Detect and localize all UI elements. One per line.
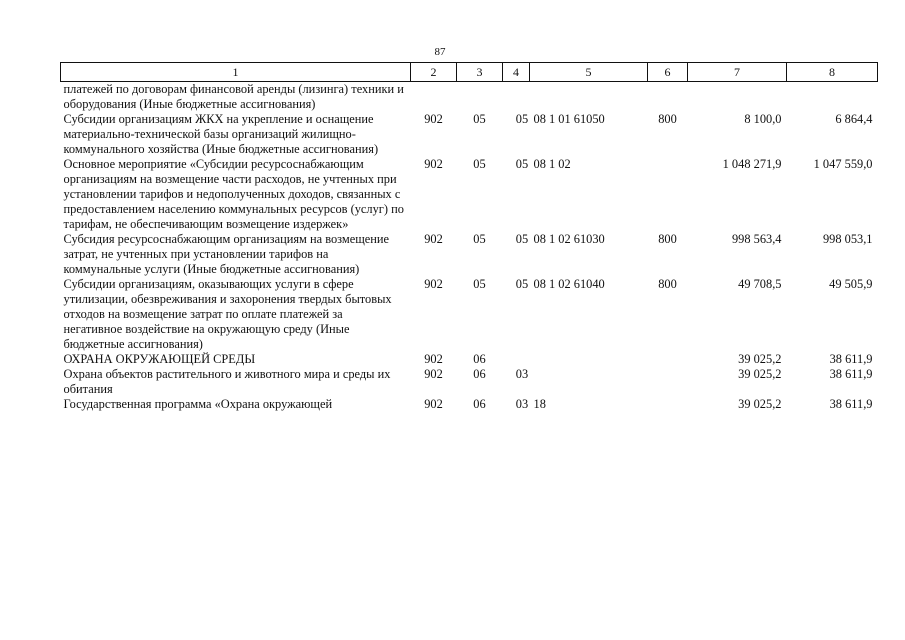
- row-vr: [648, 397, 688, 412]
- row-csr: 08 1 01 61050: [533, 112, 605, 126]
- row-vr: [648, 352, 688, 367]
- row-vr: 800: [658, 112, 677, 126]
- row-pr: 05: [515, 232, 529, 246]
- column-header-6: 6: [648, 63, 688, 82]
- row-ved: 902: [424, 397, 443, 411]
- row-sum1: 49 708,5: [738, 277, 782, 291]
- budget-table: [60, 62, 878, 412]
- column-header-8: 8: [787, 63, 878, 82]
- row-sum2: 998 053,1: [822, 232, 873, 246]
- row-vr: 800: [658, 232, 677, 246]
- row-vr: [648, 82, 688, 113]
- column-header-4: 4: [503, 63, 530, 82]
- row-csr: 08 1 02 61040: [533, 277, 605, 291]
- row-sum2: 38 611,9: [829, 367, 873, 381]
- row-pr: 05: [515, 112, 529, 126]
- column-header-2: 2: [411, 63, 457, 82]
- row-sum2: 6 864,4: [835, 112, 873, 126]
- table-row: [61, 352, 878, 367]
- row-name: ОХРАНА ОКРУЖАЮЩЕЙ СРЕДЫ: [63, 352, 256, 366]
- header-row: [61, 63, 878, 82]
- row-csr: [530, 352, 648, 367]
- row-ved: 902: [424, 157, 443, 171]
- row-rz: 06: [473, 352, 486, 366]
- row-sum2: [787, 82, 878, 113]
- row-sum1: 1 048 271,9: [722, 157, 782, 171]
- row-sum2: 38 611,9: [829, 397, 873, 411]
- row-name: Охрана объектов растительного и животного мира и среды их обитания: [63, 367, 391, 396]
- row-sum1: 39 025,2: [738, 367, 782, 381]
- row-vr: [648, 367, 688, 397]
- row-ved: [411, 82, 457, 113]
- row-rz: 06: [473, 397, 486, 411]
- row-pr: 05: [515, 277, 529, 291]
- row-vr: [648, 157, 688, 232]
- column-header-3: 3: [457, 63, 503, 82]
- page-number: 87: [434, 46, 446, 58]
- row-ved: 902: [424, 112, 443, 126]
- row-sum2: 38 611,9: [829, 352, 873, 366]
- row-ved: 902: [424, 277, 443, 291]
- row-csr: 18: [533, 397, 546, 411]
- column-header-5: 5: [530, 63, 648, 82]
- row-ved: 902: [424, 352, 443, 366]
- row-rz: 05: [473, 277, 486, 291]
- row-csr: [530, 82, 648, 113]
- row-ved: 902: [424, 232, 443, 246]
- row-csr: 08 1 02: [533, 157, 571, 171]
- row-ved: 902: [424, 367, 443, 381]
- row-sum1: 998 563,4: [731, 232, 782, 246]
- row-pr: [503, 352, 530, 367]
- column-header-1: 1: [61, 63, 411, 82]
- table-row: [61, 82, 878, 113]
- row-sum1: 8 100,0: [744, 112, 782, 126]
- table-row: [61, 112, 878, 157]
- table-row: [61, 397, 878, 412]
- row-name: Основное мероприятие «Субсидии ресурсоснабжающим организациям на возмещение части расходов, не учтенных при установлении тарифов и недополученных доходов, связанных с предоставлением населению коммунальных ресурсов (услуг) по тарифам, не обеспечивающим возмещение издержек»: [63, 157, 404, 231]
- table-row: [61, 367, 878, 397]
- row-rz: 05: [473, 232, 486, 246]
- row-sum1: 39 025,2: [738, 352, 782, 366]
- row-sum2: 49 505,9: [829, 277, 873, 291]
- row-rz: 05: [473, 112, 486, 126]
- row-csr: 08 1 02 61030: [533, 232, 605, 246]
- row-rz: 05: [473, 157, 486, 171]
- row-name: Субсидия ресурсоснабжающим организациям на возмещение затрат, не учтенных при установлении тарифов на коммунальные услуги (Иные бюджетные ассигнования): [63, 232, 390, 276]
- table-row: [61, 232, 878, 277]
- column-header-7: 7: [688, 63, 787, 82]
- row-vr: 800: [658, 277, 677, 291]
- row-rz: [457, 82, 503, 113]
- row-sum1: [688, 82, 787, 113]
- row-name: Субсидии организациям, оказывающих услуги в сфере утилизации, обезвреживания и захоронения твердых бытовых отходов на возмещение затрат по оплате платежей за негативное воздействие на окружающую среду (Иные бюджетные ассигнования): [63, 277, 392, 351]
- table-row: [61, 157, 878, 232]
- row-pr: 03: [515, 397, 529, 411]
- row-pr: [503, 82, 530, 113]
- row-rz: 06: [473, 367, 486, 381]
- row-pr: 03: [515, 367, 529, 381]
- row-csr: [530, 367, 648, 397]
- row-name: Государственная программа «Охрана окружающей: [63, 397, 333, 411]
- row-name: платежей по договорам финансовой аренды (лизинга) техники и оборудования (Иные бюджетные ассигнования): [63, 82, 404, 111]
- row-sum1: 39 025,2: [738, 397, 782, 411]
- table-row: [61, 277, 878, 352]
- row-name: Субсидии организациям ЖКХ на укрепление и оснащение материально-технической базы организаций жилищно-коммунального хозяйства (Иные бюджетные ассигнования): [63, 112, 379, 156]
- row-pr: 05: [515, 157, 529, 171]
- row-sum2: 1 047 559,0: [813, 157, 873, 171]
